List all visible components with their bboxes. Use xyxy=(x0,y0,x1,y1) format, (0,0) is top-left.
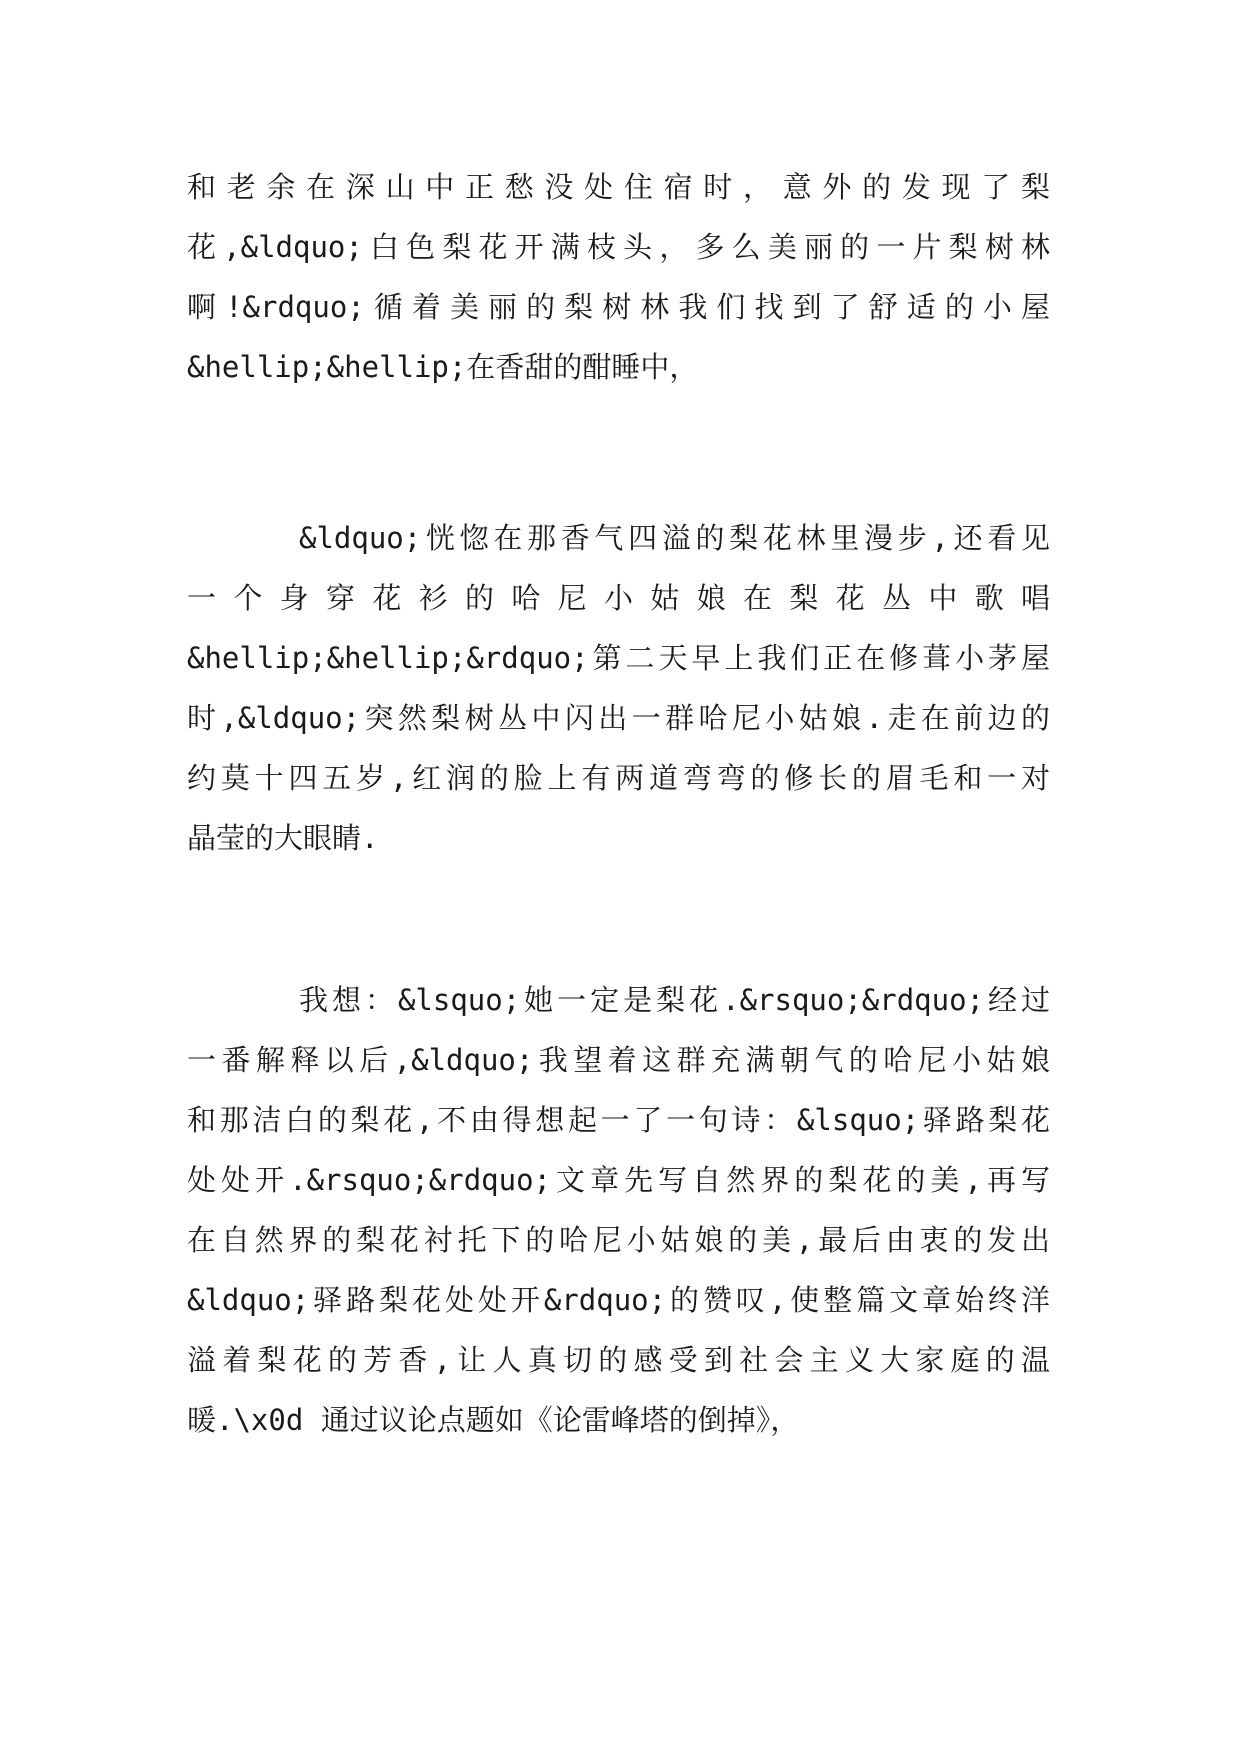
text-line: 在自然界的梨花衬托下的哈尼小姑娘的美,最后由衷的发出 xyxy=(187,1223,1050,1257)
text-line: 暖.\x0d 通过议论点题如《论雷峰塔的倒掉》， xyxy=(187,1403,800,1437)
paragraph-1 xyxy=(187,157,1050,397)
text-line: 花,&ldquo;白色梨花开满枝头，多么美丽的一片梨树林 xyxy=(187,230,1050,264)
text-line: &ldquo;驿路梨花处处开&rdquo;的赞叹,使整篇文章始终洋 xyxy=(187,1283,1050,1317)
text-line: &ldquo;恍惚在那香气四溢的梨花林里漫步,还看见 xyxy=(299,521,1050,555)
text-line: 一个身穿花衫的哈尼小姑娘在梨花丛中歌唱 xyxy=(187,581,1050,615)
text-line: 我想：&lsquo;她一定是梨花.&rsquo;&rdquo;经过 xyxy=(299,983,1050,1017)
paragraph-2 xyxy=(187,508,1050,868)
text-line: 时,&ldquo;突然梨树丛中闪出一群哈尼小姑娘.走在前边的 xyxy=(187,701,1050,735)
text-line: 处处开.&rsquo;&rdquo;文章先写自然界的梨花的美,再写 xyxy=(187,1163,1050,1197)
text-line: 晶莹的大眼睛. xyxy=(187,821,379,855)
paragraph-3 xyxy=(187,970,1050,1450)
text-line: 和那洁白的梨花,不由得想起一了一句诗：&lsquo;驿路梨花 xyxy=(187,1103,1050,1137)
text-line: 约莫十四五岁,红润的脸上有两道弯弯的修长的眉毛和一对 xyxy=(187,761,1050,795)
text-line: &hellip;&hellip;&rdquo;第二天早上我们正在修葺小茅屋 xyxy=(187,641,1050,675)
text-line: 一番解释以后,&ldquo;我望着这群充满朝气的哈尼小姑娘 xyxy=(187,1043,1050,1077)
text-line: 溢着梨花的芳香,让人真切的感受到社会主义大家庭的温 xyxy=(187,1343,1050,1377)
text-line: &hellip;&hellip;在香甜的酣睡中， xyxy=(187,350,699,384)
text-line: 和老余在深山中正愁没处住宿时，意外的发现了梨 xyxy=(187,170,1050,204)
text-line: 啊!&rdquo;循着美丽的梨树林我们找到了舒适的小屋 xyxy=(187,290,1050,324)
